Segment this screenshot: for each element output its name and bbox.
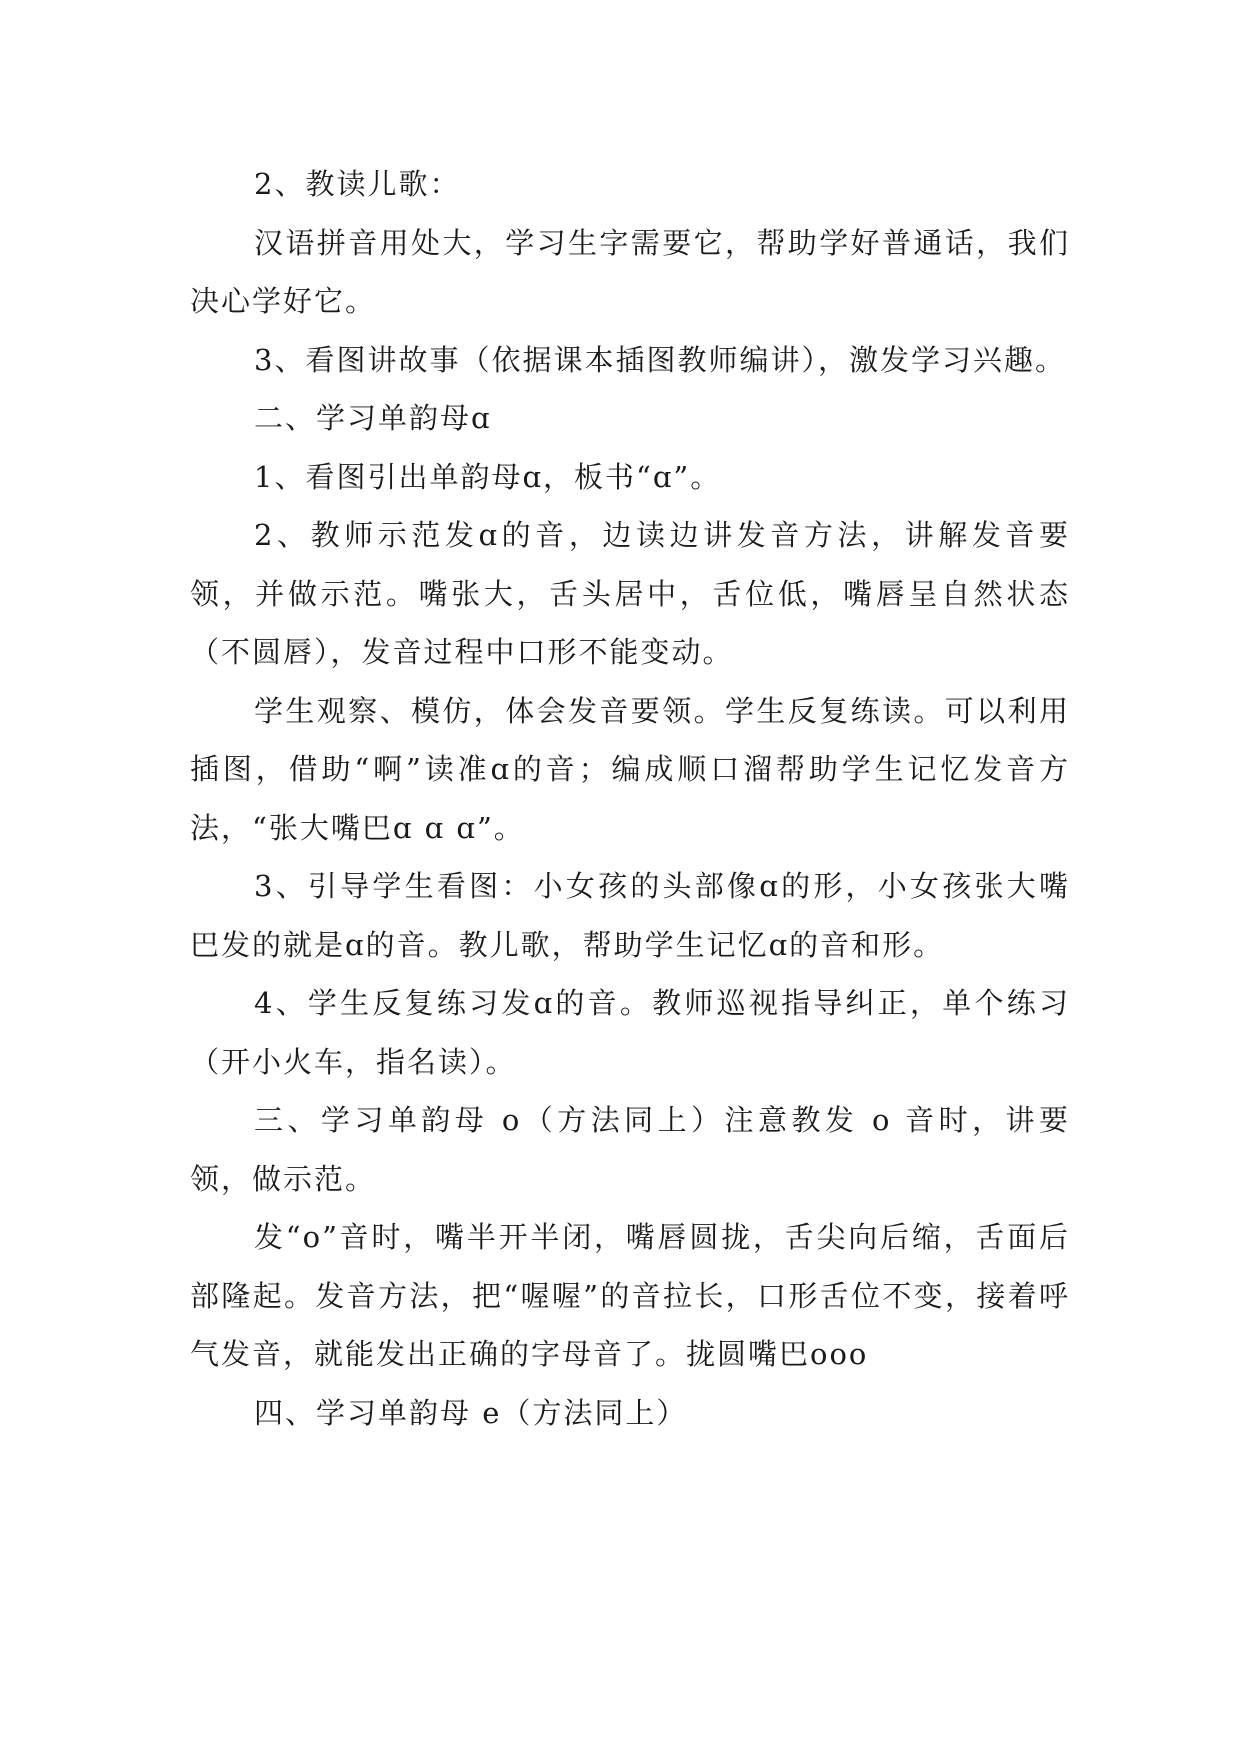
paragraph-repeat-practice-a: 4、学生反复练习发ɑ的音。教师巡视指导纠正，单个练习（开小火车，指名读）。 (190, 986, 1070, 1079)
paragraph-student-practice-a: 学生观察、模仿，体会发音要领。学生反复练读。可以利用插图，借助“啊”读准ɑ的音；编成顺口溜帮助学生记忆发音方法，“张大嘴巴ɑ ɑ ɑ”。 (190, 693, 1070, 845)
document-body (190, 155, 1070, 1442)
paragraph-rhyme-text: 汉语拼音用处大，学习生字需要它，帮助学好普通话，我们决心学好它。 (190, 225, 1070, 318)
paragraph-pronounce-o: 发“o”音时，嘴半开半闭，嘴唇圆拢，舌尖向后缩，舌面后部隆起。发音方法，把“喔喔”的音拉长，口形舌位不变，接着呼气发音，就能发出正确的字母音了。拢圆嘴巴ooo (190, 1220, 1070, 1371)
section-heading-vowel-a: 二、学习单韵母ɑ (254, 401, 492, 435)
paragraph-demonstrate-a: 2、教师示范发ɑ的音，边读边讲发音方法，讲解发音要领，并做示范。嘴张大，舌头居中，舌位低，嘴唇呈自然状态（不圆唇），发音过程中口形不能变动。 (190, 518, 1070, 669)
section-heading-vowel-e: 四、学习单韵母 e（方法同上） (254, 1395, 688, 1430)
section-heading-vowel-o: 三、学习单韵母 o（方法同上）注意教发 o 音时，讲要领，做示范。 (190, 1103, 1070, 1196)
paragraph-introduce-a: 1、看图引出单韵母ɑ，板书“ɑ”。 (254, 459, 722, 494)
paragraph-picture-guide-a: 3、引导学生看图：小女孩的头部像ɑ的形，小女孩张大嘴巴发的就是ɑ的音。教儿歌，帮助学生记忆ɑ的音和形。 (190, 869, 1070, 962)
paragraph-teach-rhyme-heading: 2、教读儿歌： (254, 167, 461, 201)
paragraph-story-telling: 3、看图讲故事（依据课本插图教师编讲），激发学习兴趣。 (254, 342, 1066, 377)
